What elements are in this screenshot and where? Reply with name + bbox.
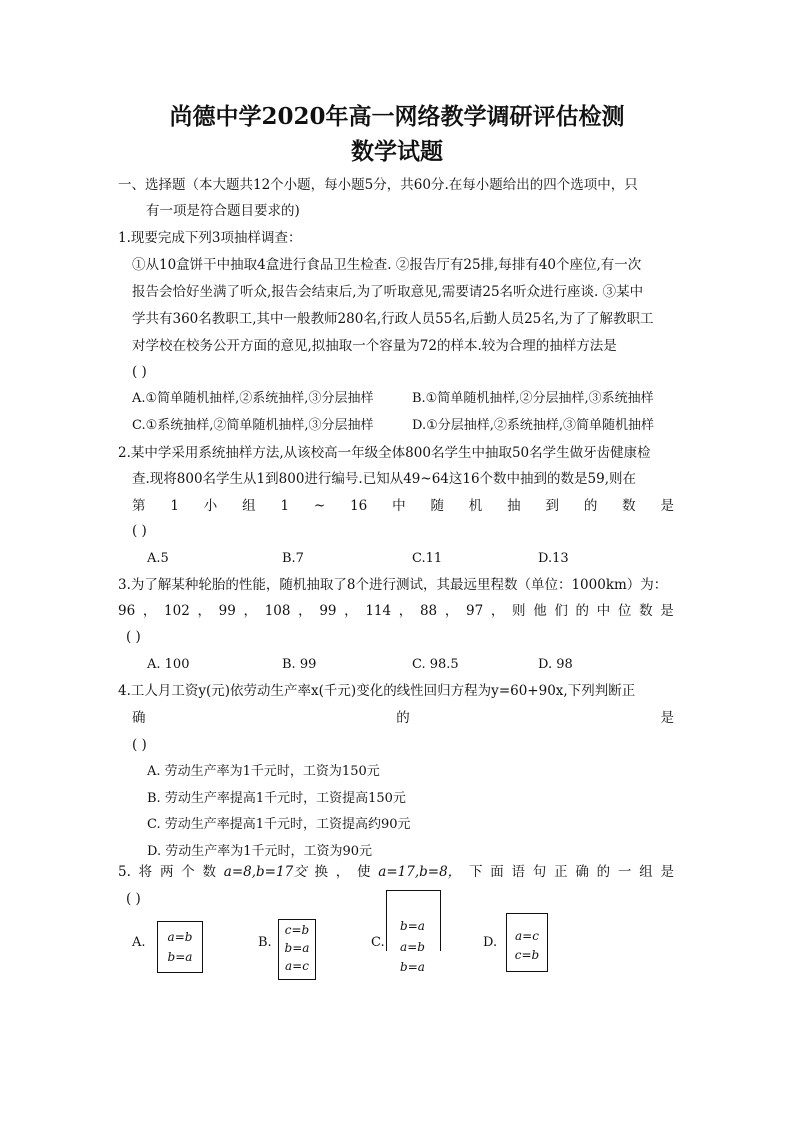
q2-word: 抽	[507, 498, 521, 514]
q1-option-d: D.①分层抽样,②系统抽样,③简单随机抽样	[412, 418, 655, 433]
q2-line2: 查.现将800名学生从1到800进行编号.已知从49~64这16个数中抽到的数是59,则在	[132, 471, 637, 487]
q4-option-c: C. 劳动生产率提高1千元时，工资提高约90元	[147, 817, 411, 832]
q4-answer-paren: ( )	[132, 737, 147, 753]
q5-option-b-stmt: b=a	[284, 941, 310, 955]
q1-line2: 报告会恰好坐满了听众,报告会结束后,为了听取意见,需要请25名听众进行座谈. ③某中	[132, 284, 644, 300]
q5-word: 5.	[118, 864, 131, 880]
q4-word: 的	[396, 710, 410, 726]
q2-word: 中	[392, 498, 406, 514]
q3-word: 108	[264, 603, 291, 619]
q3-option-a: A. 100	[147, 657, 190, 672]
q5-option-c-label: C.	[371, 935, 385, 950]
q5-word: 个	[181, 864, 195, 880]
q5-word: 组	[639, 864, 653, 880]
q1-line4: 对学校在校务公开方面的意见,拟抽取一个容量为72的样本.较为合理的抽样方法是	[132, 338, 617, 354]
q3-word: ，	[444, 603, 459, 619]
q2-word: 随	[430, 498, 444, 514]
q2-answer-paren: ( )	[132, 523, 147, 539]
q2-word: 的	[583, 498, 598, 514]
q3-word: 数	[639, 603, 653, 619]
q3-word: 的	[575, 603, 590, 619]
q2-word: 16	[350, 498, 368, 514]
q3-line1: 3.为了解某种轮胎的性能，随机抽取了8个进行测试，其最远里程数（单位：1000km）为：	[118, 577, 668, 593]
q5-line1	[118, 862, 674, 882]
q3-word: 96	[118, 603, 136, 619]
q5-word: a=8,b=17交	[223, 864, 307, 880]
q1-option-c: C.①系统抽样,②简单随机抽样,③分层抽样	[132, 418, 374, 433]
q5-word: 数	[202, 864, 217, 880]
q2-option-d: D.13	[538, 551, 569, 566]
q2-line1: 2.某中学采用系统抽样方法,从该校高一年级全体800名学生中抽取50名学生做牙齿健康检	[118, 445, 651, 461]
exam-title: 尚德中学2020年高一网络教学调研评估检测	[169, 103, 625, 130]
q5-option-d-box	[506, 913, 548, 972]
q5-word: 句	[532, 864, 547, 880]
q3-word: ，	[490, 603, 505, 619]
q4-option-a: A. 劳动生产率为1千元时，工资为150元	[147, 764, 380, 779]
q3-word: 位	[617, 603, 632, 619]
q3-option-b: B. 99	[282, 657, 317, 672]
q1-option-a: A.①简单随机抽样,②系统抽样,③分层抽样	[132, 391, 374, 406]
q5-word: 下	[468, 864, 483, 880]
q2-word: 1	[170, 498, 179, 514]
q3-word: 中	[596, 603, 611, 619]
q3-word: ，	[243, 603, 258, 619]
q5-option-a-stmt: a=b	[167, 930, 193, 944]
q5-word: 将	[138, 864, 153, 880]
q3-option-d: D. 98	[538, 657, 573, 672]
q5-option-c-stmt: a=b	[400, 940, 425, 954]
q2-word: 组	[242, 498, 256, 514]
q5-option-c-stmt: b=a	[400, 919, 425, 933]
q2-option-a: A.5	[147, 551, 169, 566]
q3-word: 88	[419, 603, 438, 619]
q3-word: 们	[554, 603, 568, 619]
q4-option-b: B. 劳动生产率提高1千元时，工资提高150元	[147, 791, 406, 806]
q5-option-a-box	[157, 921, 203, 973]
q5-option-d-stmt: a=c	[515, 929, 539, 943]
q5-option-b-box	[278, 919, 316, 980]
q3-word: 99	[319, 603, 337, 619]
q2-word: 机	[468, 498, 483, 514]
q5-word: 语	[511, 864, 526, 880]
section-instruction-line1: 一、选择题（本大题共12个小题，每小题5分，共60分.在每小题给出的四个选项中，只	[118, 177, 638, 193]
q3-word: ，	[142, 603, 157, 619]
q3-word: 97	[466, 603, 484, 619]
q3-word: ，	[197, 603, 211, 619]
q5-option-d-stmt: c=b	[514, 948, 540, 962]
q1-line3: 学共有360名教职工,其中一般教师280名,行政人员55名,后勤人员25名,为了了解教职工	[132, 311, 654, 327]
q3-line2	[118, 601, 674, 621]
q4-line2	[132, 708, 674, 728]
q5-word: 正	[554, 864, 568, 880]
q3-word: 102	[164, 603, 190, 619]
q3-word: 99	[218, 603, 236, 619]
q5-option-b-stmt: c=b	[284, 923, 310, 937]
q5-option-b-stmt: a=c	[285, 959, 309, 973]
q2-word: 第	[132, 498, 146, 514]
q5-option-b-label: B.	[258, 935, 272, 950]
q1-option-b: B.①简单随机抽样,②分层抽样,③系统抽样	[412, 391, 654, 406]
q4-word: 确	[132, 710, 146, 726]
q4-line1: 4.工人月工资y(元)依劳动生产率x(千元)变化的线性回归方程为y=60+90x,下列判断正	[118, 683, 636, 699]
q1-line1: ①从10盒饼干中抽取4盒进行食品卫生检查. ②报告厅有25排,每排有40个座位,有一次	[132, 257, 642, 273]
section-instruction-line2: 有一项是符合题目要求的)	[146, 203, 300, 219]
q3-word: 114	[365, 603, 392, 619]
q3-answer-paren: ( )	[126, 629, 141, 645]
q5-option-a-label: A.	[132, 935, 146, 950]
q5-word: a=17,b=8，	[378, 864, 462, 880]
q5-word: 确	[575, 864, 589, 880]
q2-word: 1	[280, 498, 290, 514]
q4-word: 是	[660, 710, 674, 726]
q2-word: 是	[660, 498, 674, 514]
q5-word: 使	[357, 864, 371, 880]
q3-word: 他	[533, 603, 547, 619]
q2-word: ~	[313, 498, 326, 514]
exam-subtitle: 数学试题	[351, 138, 443, 165]
q2-word: 到	[545, 498, 559, 514]
q3-option-c: C. 98.5	[412, 657, 459, 672]
q5-word: 换	[314, 864, 328, 880]
q2-word: 数	[622, 498, 636, 514]
q5-word: ，	[335, 864, 350, 880]
q2-word: 小	[203, 498, 218, 514]
q2-option-b: B.7	[282, 551, 304, 566]
q5-word: 的	[596, 864, 611, 880]
q4-option-d: D. 劳动生产率为1千元时，工资为90元	[147, 844, 373, 859]
q3-word: 是	[660, 603, 674, 619]
q1-answer-paren: ( )	[132, 364, 147, 380]
q5-option-a-stmt: b=a	[167, 950, 193, 964]
q5-answer-paren: ( )	[126, 891, 141, 907]
q3-word: 则	[512, 603, 526, 619]
q3-word: ，	[344, 603, 358, 619]
q2-line3	[132, 496, 674, 516]
q5-option-c-stmt: b=a	[400, 960, 425, 974]
q5-option-d-label: D.	[483, 935, 498, 950]
q5-word: 一	[617, 864, 632, 880]
q2-option-c: C.11	[412, 551, 443, 566]
q5-word: 两	[159, 864, 174, 880]
q3-word: ，	[398, 603, 413, 619]
q5-word: 面	[490, 864, 504, 880]
q3-word: ，	[298, 603, 312, 619]
q5-word: 是	[660, 864, 674, 880]
q1-stem: 1.现要完成下列3项抽样调查：	[118, 230, 302, 246]
